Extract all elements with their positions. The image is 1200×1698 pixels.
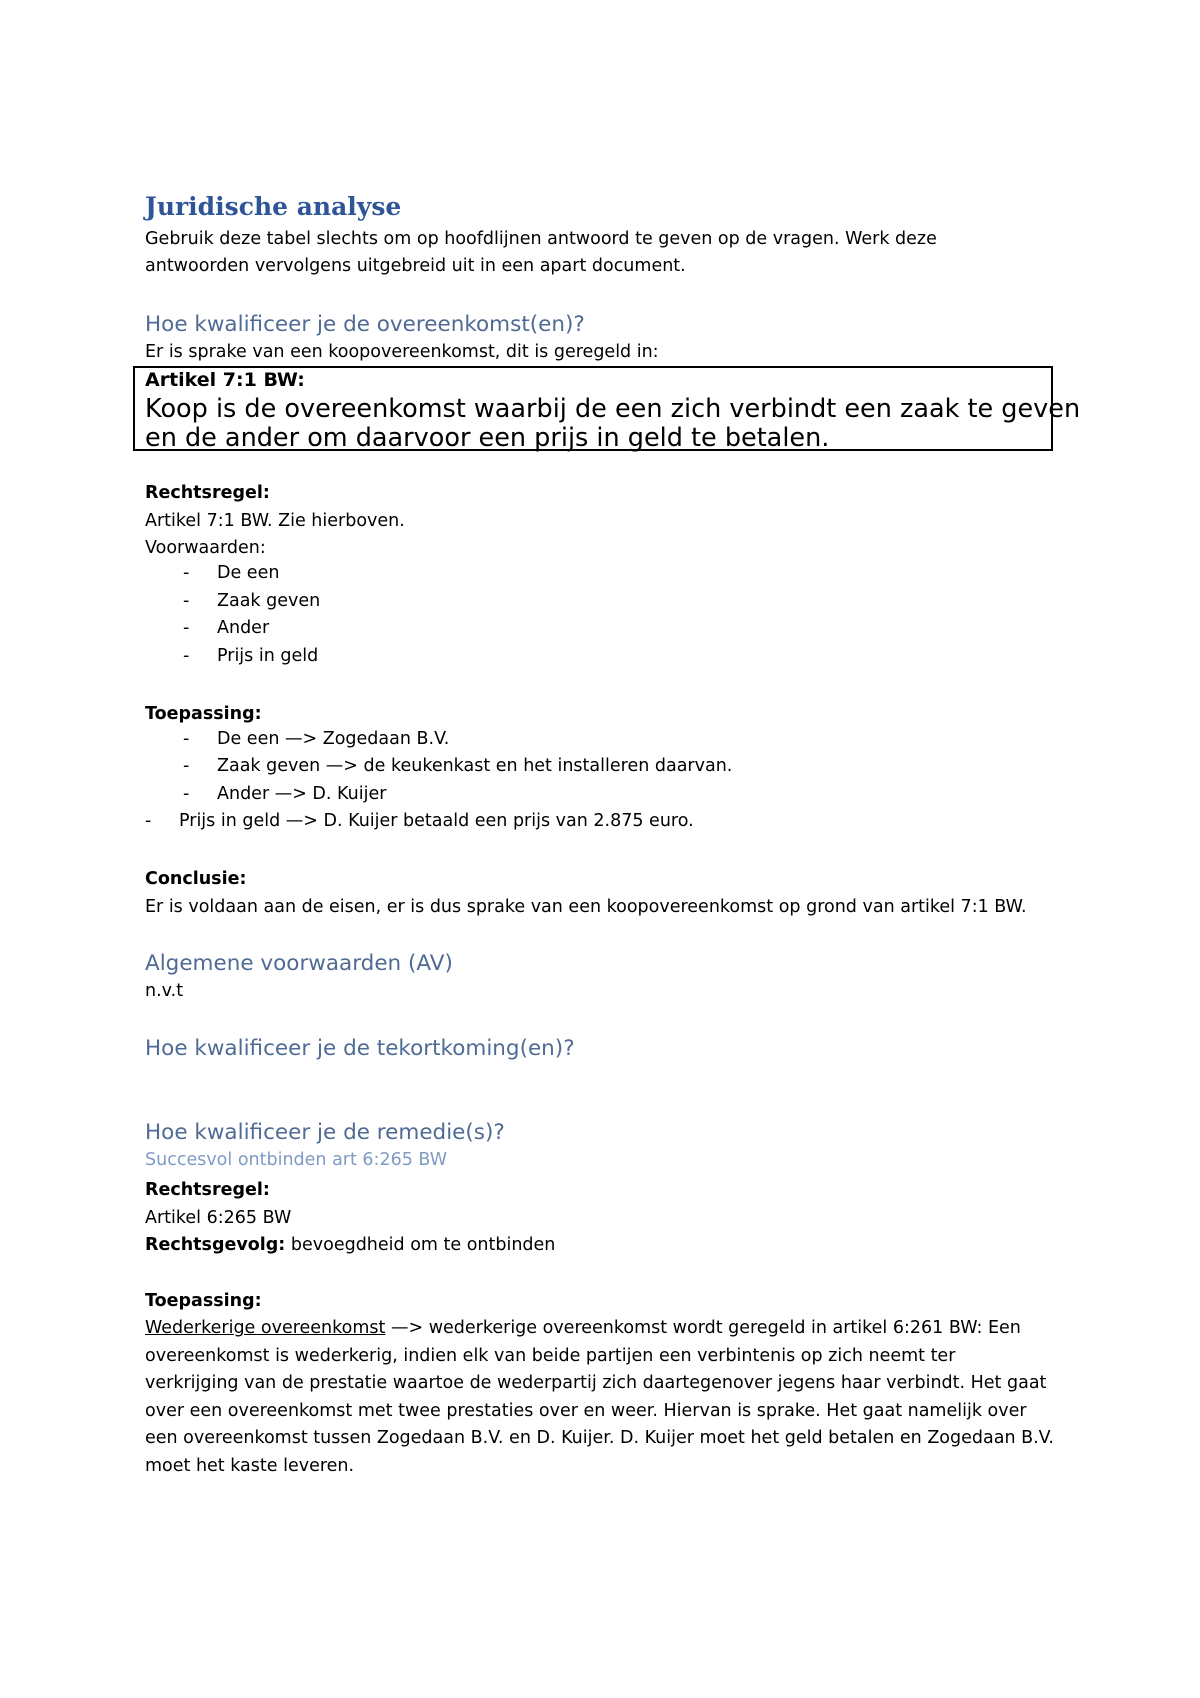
conclusie-text: Er is voldaan aan de eisen, er is dus sprake van een koopovereenkomst op grond van artikel 7:1 BW. <box>145 897 1027 917</box>
heading-overeenkomst: Hoe kwalificeer je de overeenkomst(en)? <box>145 312 585 337</box>
av-text: n.v.t <box>145 981 184 1001</box>
toepassing-line-5: een overeenkomst tussen Zogedaan B.V. en D. Kuijer. D. Kuijer moet het geld betalen en Zogedaan B.V. <box>145 1428 1054 1448</box>
toepassing-line-2: overeenkomst is wederkerig, indien elk van beide partijen een verbintenis op zich neemt ter <box>145 1346 956 1366</box>
toepassing-line-1: Wederkerige overeenkomst —> wederkerige overeenkomst wordt geregeld in artikel 6:261 BW: Een <box>145 1318 1021 1338</box>
rechtsgevolg-line <box>145 1232 555 1260</box>
conclusie-label: Conclusie: <box>145 869 247 889</box>
voorwaarden-label: Voorwaarden: <box>145 538 266 558</box>
toepassing-label-2: Toepassing: <box>145 1291 262 1311</box>
toepassing-line-4: over een overeenkomst met twee prestaties over en weer. Hiervan is sprake. Het gaat namelijk over <box>145 1401 1027 1421</box>
rechtsgevolg-label: Rechtsgevolg: <box>145 1235 286 1255</box>
rechtsregel-label: Rechtsregel: <box>145 483 270 503</box>
rechtsregel-text-2: Artikel 6:265 BW <box>145 1208 292 1228</box>
lead-text: Er is sprake van een koopovereenkomst, dit is geregeld in: <box>145 342 659 362</box>
intro-line-2: antwoorden vervolgens uitgebreid uit in een apart document. <box>145 256 686 276</box>
subheading-ontbinden: Succesvol ontbinden art 6:265 BW <box>145 1150 448 1170</box>
page-title: Juridische analyse <box>145 192 402 221</box>
quote-box-underline <box>800 449 1053 451</box>
heading-tekortkoming: Hoe kwalificeer je de tekortkoming(en)? <box>145 1036 575 1061</box>
heading-remedie: Hoe kwalificeer je de remedie(s)? <box>145 1120 505 1145</box>
rechtsregel-label-2: Rechtsregel: <box>145 1180 270 1200</box>
quote-box-line-2: en de ander om daarvoor een prijs in geld te betalen. <box>145 423 830 453</box>
toepassing-term: Wederkerige overeenkomst <box>145 1318 386 1338</box>
quote-box-title: Artikel 7:1 BW: <box>145 369 305 391</box>
document-page: Juridische analyse Gebruik deze tabel slechts om op hoofdlijnen antwoord te geven op de vragen. Werk deze antwoorden vervolgens uitgebreid uit in een apart document. Hoe kwalificeer je de overeenkomst(en)? Er is sprake van een koopovereenkomst, dit is geregeld in: Artikel 7:1 BW: Koop is de overeenkomst waarbij de een zich verbindt een zaak te geven en de ander om daarvoor een prijs in geld te betalen. Rechtsregel: Artikel 7:1 BW. Zie hierboven. Voorwaarden: - De een - Zaak geven - Ander - Prijs in geld Toepassing: - De een —> Zogedaan B.V. - Zaak geven —> de keukenkast en het installeren daarvan. - Ander —> D. Kuijer - Prijs in geld —> D. Kuijer betaald een prijs van 2.875 euro. Conclusie: Er is voldaan aan de eisen, er is dus sprake van een koopovereenkomst op grond van artikel 7:1 BW. Algemene voorwaarden (AV) n.v.t Hoe kwalificeer je de tekortkoming(en)? Hoe kwalificeer je de remedie(s)? Succesvol ontbinden art 6:265 BW Rechtsregel: Artikel 6:265 BW Rechtsgevolg: bevoegdheid om te ontbinden Toepassing: Wederkerige overeenkomst —> wederkerige overeenkomst wordt geregeld in artikel 6:261 BW: Een overeenkomst is wederkerig, indien elk van beide partijen een verbintenis op zich neemt ter verkrijging van de prestatie waartoe de wederpartij zich daartegenover jegens haar verbindt. Het gaat over een overeenkomst met twee prestaties over en weer. Hiervan is sprake. Het gaat namelijk over een overeenkomst tussen Zogedaan B.V. en D. Kuijer. D. Kuijer moet het geld betalen en Zogedaan B.V. moet het kaste leveren. <box>0 0 1200 1698</box>
toepassing-line-6: moet het kaste leveren. <box>145 1456 355 1476</box>
rechtsregel-text: Artikel 7:1 BW. Zie hierboven. <box>145 511 405 531</box>
heading-algemene-voorwaarden: Algemene voorwaarden (AV) <box>145 951 453 976</box>
intro-line-1: Gebruik deze tabel slechts om op hoofdlijnen antwoord te geven op de vragen. Werk deze <box>145 229 937 249</box>
quote-box-line-1: Koop is de overeenkomst waarbij de een zich verbindt een zaak te geven <box>145 394 1081 424</box>
rechtsgevolg-text: bevoegdheid om te ontbinden <box>285 1235 556 1255</box>
toepassing-line-3: verkrijging van de prestatie waartoe de wederpartij zich daartegenover jegens haar verbindt. Het gaat <box>145 1373 1047 1393</box>
toepassing-label: Toepassing: <box>145 704 262 724</box>
